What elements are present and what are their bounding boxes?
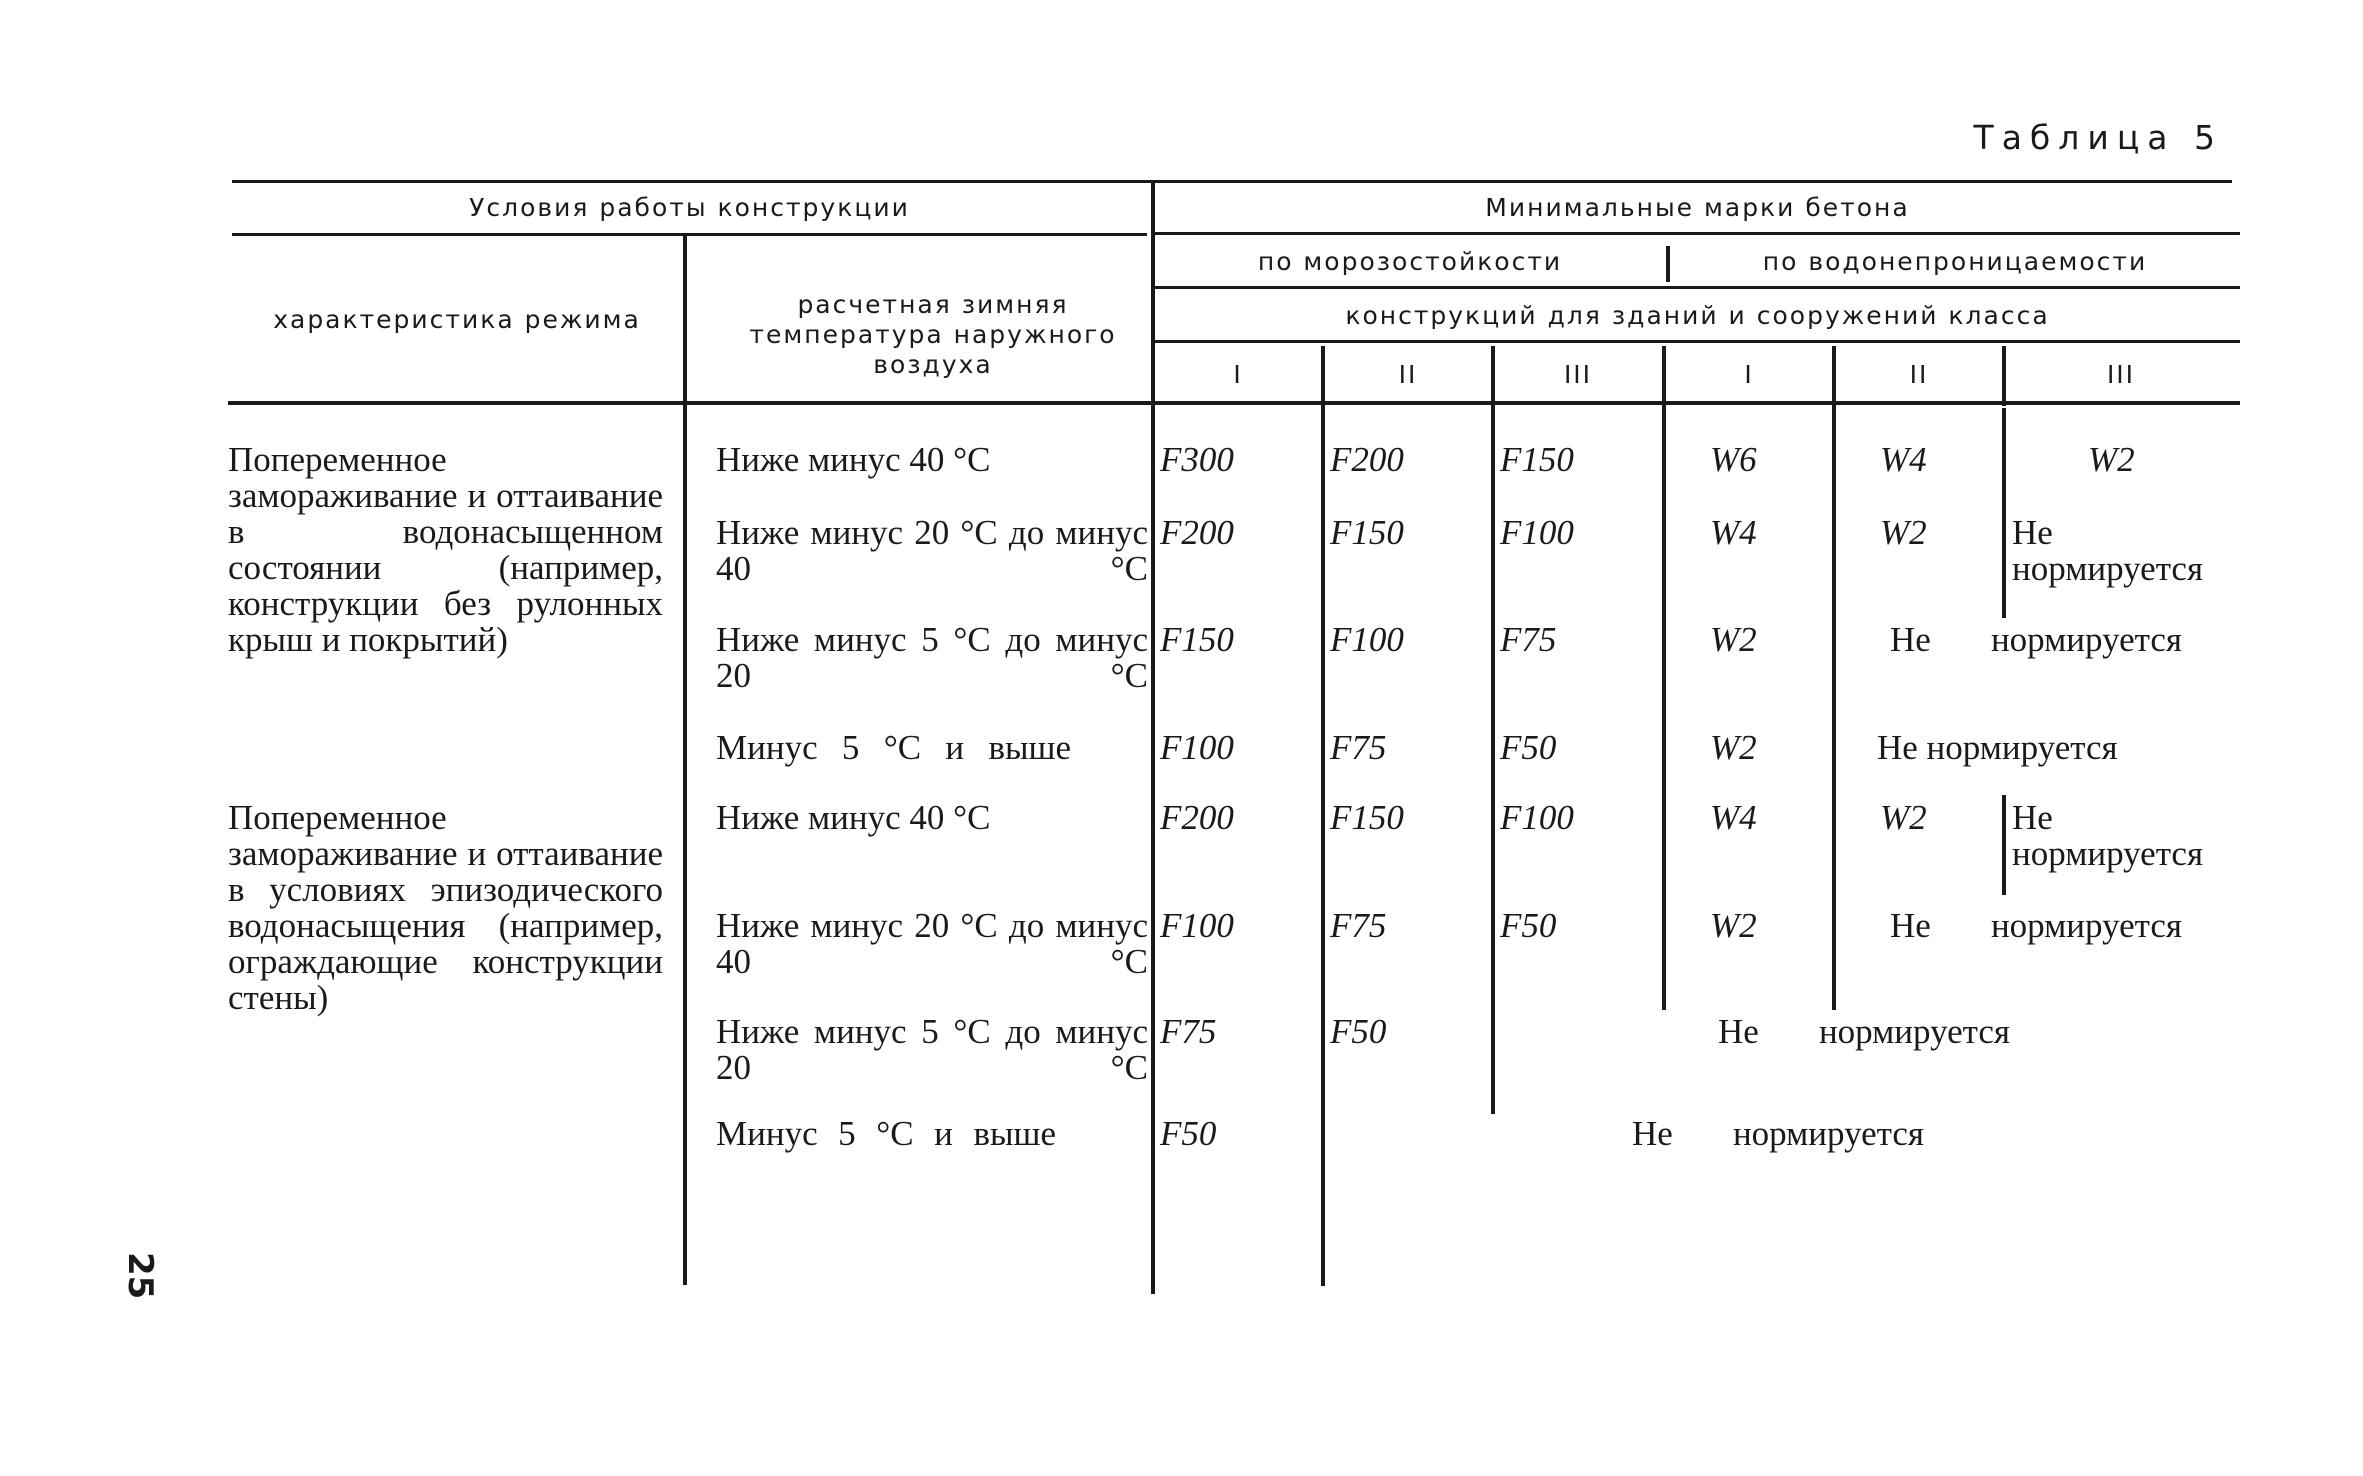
row1-temp: Ниже минус 40 °С	[716, 440, 991, 479]
col-rule-f3	[1491, 346, 1495, 1114]
row3-w1: W2	[1710, 620, 1757, 659]
row1-w2: W4	[1880, 440, 1927, 479]
row3-f1: F150	[1160, 620, 1234, 659]
row6-f1: F100	[1160, 906, 1234, 945]
row7-temp: Ниже минус 5 °С до минус 20 °С	[716, 1012, 1148, 1087]
class-f2: II	[1398, 360, 1418, 389]
row4-temp: Минус 5 °С и выше	[716, 728, 1071, 767]
top-rule	[232, 180, 2232, 183]
header-temperature: расчетная зимняя температура наружного воздуха	[749, 290, 1117, 379]
col-rule-f2	[1321, 346, 1325, 1286]
rule-class-row	[1155, 340, 2240, 343]
row2-note: Не нормируется	[2012, 513, 2204, 588]
row5-f2: F150	[1330, 798, 1404, 837]
col-rule-grades	[1151, 182, 1155, 1294]
header-conditions: Условия работы конструкции	[469, 193, 910, 222]
header-water: по водонепроницаемости	[1762, 247, 2148, 276]
row8-temp: Минус 5 °С и выше	[716, 1114, 1056, 1153]
col-rule-w3-b	[2002, 795, 2006, 895]
row6-f2: F75	[1330, 906, 1387, 945]
row5-f3: F100	[1500, 798, 1574, 837]
row4-note: Не нормируется	[1877, 728, 2118, 767]
row4-f1: F100	[1160, 728, 1234, 767]
class-w1: I	[1744, 360, 1754, 389]
col-rule-w3-a	[2002, 408, 2006, 618]
class-f1: I	[1233, 360, 1243, 389]
row6-f3: F50	[1500, 906, 1557, 945]
header-frost: по морозостойкости	[1257, 247, 1563, 276]
row1-w3: W2	[2088, 440, 2135, 479]
header-min-grades: Минимальные марки бетона	[1485, 193, 1910, 222]
row2-f1: F200	[1160, 513, 1234, 552]
row5-note: Не нормируется	[2012, 798, 2204, 873]
page-number: 25	[120, 1252, 160, 1300]
row8-f1: F50	[1160, 1114, 1217, 1153]
col-rule-temp	[683, 235, 687, 1285]
row2-temp: Ниже минус 20 °С до минус 40 °С	[716, 513, 1148, 588]
class-w2: II	[1909, 360, 1929, 389]
row1-w1: W6	[1710, 440, 1757, 479]
class-f3: III	[1563, 360, 1593, 389]
row2-f2: F150	[1330, 513, 1404, 552]
regime-2: Попеременное замораживание и оттаивание в условиях эпизодического водонасыщения (например, ограждающие конструкции стены)	[228, 798, 663, 1017]
row4-w1: W2	[1710, 728, 1757, 767]
row2-f3: F100	[1500, 513, 1574, 552]
regime-1: Попеременное замораживание и оттаивание в водонасыщенном состоянии (например, конструкции без рулонных крыш и покрытий)	[228, 440, 663, 659]
row3-temp: Ниже минус 5 °С до минус 20 °С	[716, 620, 1148, 695]
row7-note: Не нормируется	[1718, 1012, 2010, 1051]
rule-conditions	[232, 233, 1147, 236]
row2-w2: W2	[1880, 513, 1927, 552]
rule-subgroups	[1155, 286, 2240, 289]
row4-f3: F50	[1500, 728, 1557, 767]
class-w3: III	[2106, 360, 2136, 389]
row5-w2: W2	[1880, 798, 1927, 837]
header-bottom-rule	[228, 401, 2240, 405]
col-rule-w2	[1832, 346, 1836, 1010]
row1-f3: F150	[1500, 440, 1574, 479]
row2-w1: W4	[1710, 513, 1757, 552]
row5-w1: W4	[1710, 798, 1757, 837]
row5-temp: Ниже минус 40 °С	[716, 798, 991, 837]
rule-min-grades	[1155, 232, 2240, 235]
row6-temp: Ниже минус 20 °С до минус 40 °С	[716, 906, 1148, 981]
row1-f2: F200	[1330, 440, 1404, 479]
row3-note: Не нормируется	[1890, 620, 2182, 659]
row6-w1: W2	[1710, 906, 1757, 945]
col-rule-w1	[1662, 346, 1666, 1010]
row1-f1: F300	[1160, 440, 1234, 479]
header-class-row: конструкций для зданий и сооружений класса	[1345, 301, 2050, 330]
table-title: Таблица 5	[1973, 118, 2223, 157]
row7-f1: F75	[1160, 1012, 1217, 1051]
row5-f1: F200	[1160, 798, 1234, 837]
row6-note: Не нормируется	[1890, 906, 2182, 945]
header-regime: характеристика режима	[273, 305, 641, 334]
row3-f3: F75	[1500, 620, 1557, 659]
row7-f2: F50	[1330, 1012, 1387, 1051]
row3-f2: F100	[1330, 620, 1404, 659]
row4-f2: F75	[1330, 728, 1387, 767]
row8-note: Не нормируется	[1632, 1114, 1924, 1153]
